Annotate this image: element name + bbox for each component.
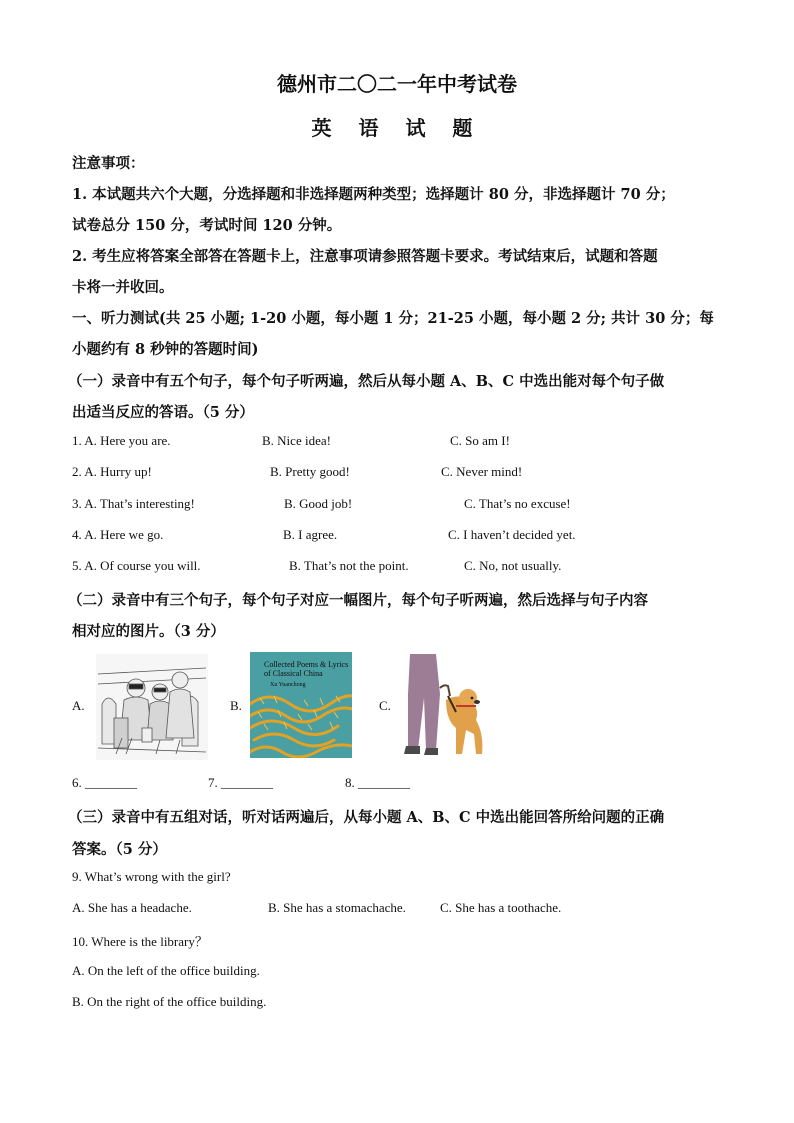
section3-line-1: （三）录音中有五组对话，听对话两遍后，从每小题 A、B、C 中选出能回答所给问题的正确 bbox=[68, 809, 665, 826]
cinema-audience-image bbox=[96, 654, 208, 760]
q9-option-a: A. She has a headache. bbox=[72, 900, 192, 915]
part1-line-1: 一、听力测试(共 25 小题; 1-20 小题，每小题 1 分；21-25 小题，每小题 2 分; 共计 30 分；每 bbox=[72, 310, 714, 327]
picture-a-label: A. bbox=[72, 698, 85, 713]
blank-8[interactable]: 8. ________ bbox=[345, 775, 410, 790]
q10-option-a: A. On the left of the office building. bbox=[72, 963, 260, 978]
note-line-4: 卡将一并收回。 bbox=[72, 279, 174, 296]
q2-option-c: C. Never mind! bbox=[441, 464, 523, 479]
note-line-1: 1. 本试题共六个大题，分选择题和非选择题两种类型；选择题计 80 分，非选择题计 70 分； bbox=[72, 186, 675, 203]
book-author: Xu Yuanchong bbox=[270, 682, 306, 688]
book-title-line-1: Collected Poems & Lyrics bbox=[264, 660, 349, 669]
blank-6[interactable]: 6. ________ bbox=[72, 775, 137, 790]
q1-option-c: C. So am I! bbox=[450, 433, 510, 448]
q10-question: 10. Where is the library？ bbox=[72, 934, 208, 949]
section1-line-2: 出适当反应的答语。（5 分） bbox=[72, 404, 254, 421]
section2-line-1: （二）录音中有三个句子，每个句子对应一幅图片，每个句子听两遍，然后选择与句子内容 bbox=[68, 592, 648, 609]
blank-7[interactable]: 7. ________ bbox=[208, 775, 273, 790]
q3-option-c: C. That’s no excuse! bbox=[464, 496, 571, 511]
page-title: 德州市二〇二一年中考试卷 bbox=[277, 72, 517, 96]
q4-option-c: C. I haven’t decided yet. bbox=[448, 527, 576, 542]
q3-option-a: 3. A. That’s interesting! bbox=[72, 496, 195, 511]
notes-heading: 注意事项： bbox=[72, 155, 145, 172]
poetry-book-cover-image bbox=[250, 652, 352, 758]
q1-option-b: B. Nice idea! bbox=[262, 433, 331, 448]
q9-option-c: C. She has a toothache. bbox=[440, 900, 562, 915]
note-line-2: 试卷总分 150 分，考试时间 120 分钟。 bbox=[72, 217, 342, 234]
q9-question: 9. What’s wrong with the girl? bbox=[72, 869, 231, 884]
note-line-3: 2. 考生应将答案全部答在答题卡上，注意事项请参照答题卡要求。考试结束后，试题和答题 bbox=[72, 248, 658, 265]
section2-line-2: 相对应的图片。（3 分） bbox=[72, 623, 225, 640]
q2-option-a: 2. A. Hurry up! bbox=[72, 464, 152, 479]
q2-option-b: B. Pretty good! bbox=[270, 464, 350, 479]
q5-option-c: C. No, not usually. bbox=[464, 558, 562, 573]
q4-option-a: 4. A. Here we go. bbox=[72, 527, 164, 542]
q1-option-a: 1. A. Here you are. bbox=[72, 433, 171, 448]
section1-line-1: （一）录音中有五个句子，每个句子听两遍，然后从每小题 A、B、C 中选出能对每个句子做 bbox=[68, 373, 665, 390]
guide-dog-image bbox=[400, 652, 494, 764]
book-title-line-2: of Classical China bbox=[264, 669, 323, 678]
q3-option-b: B. Good job! bbox=[284, 496, 353, 511]
q9-option-b: B. She has a stomachache. bbox=[268, 900, 406, 915]
q5-option-a: 5. A. Of course you will. bbox=[72, 558, 201, 573]
picture-c-label: C. bbox=[379, 698, 391, 713]
book-pattern bbox=[250, 652, 352, 758]
q4-option-b: B. I agree. bbox=[283, 527, 338, 542]
part1-line-2: 小题约有 8 秒钟的答题时间) bbox=[72, 341, 259, 358]
page-subtitle: 英 语 试 题 bbox=[311, 116, 483, 140]
q5-option-b: B. That’s not the point. bbox=[289, 558, 409, 573]
q10-option-b: B. On the right of the office building. bbox=[72, 994, 267, 1009]
picture-b-label: B. bbox=[230, 698, 242, 713]
section3-line-2: 答案。（5 分） bbox=[72, 841, 167, 858]
